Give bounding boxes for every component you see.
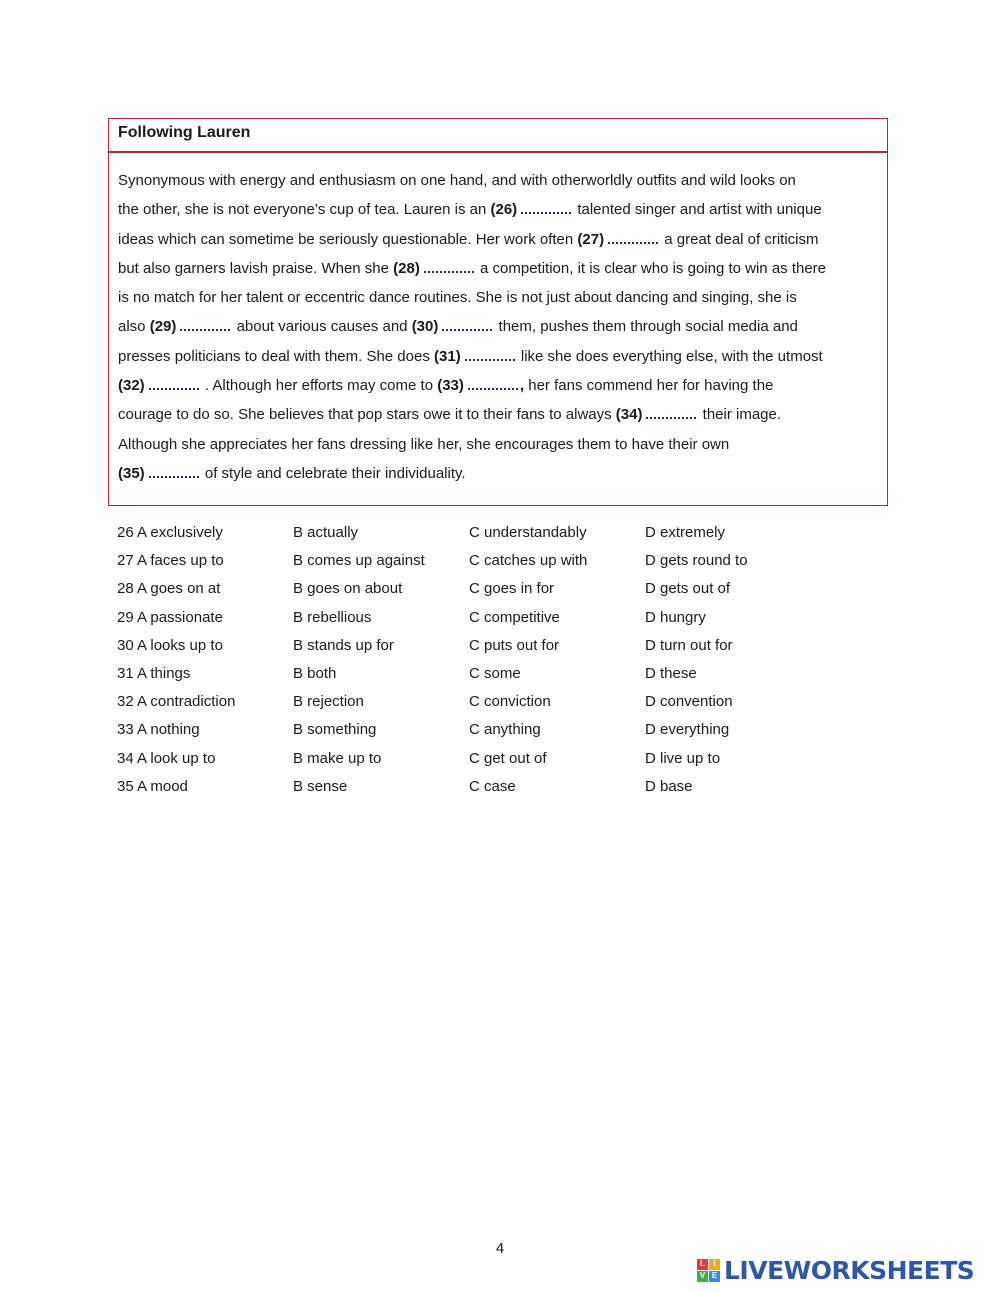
- option-row: [117, 745, 821, 773]
- option: C some: [469, 664, 521, 682]
- option-row: [117, 632, 821, 660]
- logo-block: E: [709, 1271, 720, 1282]
- option: C get out of: [469, 749, 547, 767]
- passage-line: ideas which can sometime be seriously questionable. Her work often (27) a great deal of criticism: [118, 225, 878, 254]
- logo-block: V: [697, 1271, 708, 1282]
- option: 33 A nothing: [117, 721, 200, 739]
- option-row: [117, 519, 821, 547]
- gap-number-26: (26): [490, 201, 518, 219]
- option: D extremely: [645, 524, 726, 541]
- gap-number-29: (29): [149, 318, 177, 336]
- option: B both: [293, 664, 337, 682]
- answer-gap-26[interactable]: [521, 198, 571, 214]
- option: C goes in for: [469, 580, 555, 598]
- option: B goes on about: [293, 580, 403, 598]
- answer-gap-27[interactable]: [608, 228, 658, 244]
- gap-number-27: (27): [577, 230, 605, 248]
- answer-gap-31[interactable]: [465, 345, 515, 361]
- passage-box: [108, 118, 888, 506]
- option: 31 A things: [117, 664, 191, 682]
- option: D hungry: [645, 608, 706, 626]
- gap-number-28: (28): [393, 259, 420, 277]
- option: 28 A goes on at: [117, 580, 221, 598]
- passage-text: [109, 153, 887, 488]
- passage-title: Following Lauren: [109, 119, 887, 153]
- passage-line: courage to do so. She believes that pop stars owe it to their fans to always (34) their image.: [118, 400, 878, 429]
- passage-line: but also garners lavish praise. When she (28) a competition, it is clear who is going to win as there: [118, 254, 878, 283]
- passage-line: (35) of style and celebrate their individuality.: [118, 459, 878, 488]
- option-row: [117, 716, 821, 744]
- gap-number-34: (34): [615, 406, 643, 424]
- passage-line: Although she appreciates her fans dressing like her, she encourages them to have their own: [118, 435, 730, 453]
- option: D convention: [645, 693, 733, 711]
- option: B stands up for: [293, 636, 394, 654]
- option: D everything: [645, 721, 730, 739]
- logo-block: I: [709, 1259, 720, 1270]
- gap-number-31: (31): [434, 347, 461, 365]
- answer-gap-35[interactable]: [149, 462, 199, 478]
- gap-number-33: (33): [437, 377, 464, 395]
- gap-number-35: (35): [118, 464, 145, 482]
- option: B comes up against: [293, 552, 425, 570]
- logo-blocks-icon: [697, 1259, 720, 1282]
- option: D gets out of: [645, 580, 731, 598]
- option: C conviction: [469, 693, 551, 711]
- logo-block: L: [697, 1259, 708, 1270]
- option: B actually: [293, 524, 359, 541]
- passage-line: Synonymous with energy and enthusiasm on one hand, and with otherworldly outfits and wild looks on: [118, 172, 796, 189]
- brand-name: LIVEWORKSHEETS: [724, 1255, 975, 1285]
- option: D turn out for: [645, 636, 733, 654]
- gap-number-32: (32): [118, 377, 145, 395]
- option: C catches up with: [469, 552, 588, 570]
- answer-options: [117, 519, 821, 801]
- liveworksheets-logo: [697, 1255, 974, 1285]
- option-row: [117, 604, 821, 632]
- option: C puts out for: [469, 636, 560, 654]
- option-row: [117, 547, 821, 575]
- answer-gap-34[interactable]: [646, 403, 696, 419]
- option: C understandably: [469, 524, 587, 541]
- answer-gap-33[interactable]: [468, 374, 518, 390]
- passage-line: (32) . Although her efforts may come to (33) , her fans commend her for having the: [118, 371, 878, 400]
- option: C case: [469, 777, 516, 795]
- option: 30 A looks up to: [117, 636, 223, 654]
- option: B sense: [293, 777, 348, 795]
- passage-line: presses politicians to deal with them. She does (31) like she does everything else, with the utmost: [118, 342, 878, 371]
- option: B something: [293, 721, 377, 739]
- option-row: [117, 660, 821, 688]
- page-number: 4: [495, 1240, 505, 1257]
- option: B make up to: [293, 749, 382, 767]
- answer-gap-30[interactable]: [442, 315, 492, 331]
- option: 29 A passionate: [117, 608, 223, 626]
- option: D base: [645, 777, 693, 795]
- option: 27 A faces up to: [117, 552, 224, 570]
- option: D these: [645, 664, 697, 682]
- option: 34 A look up to: [117, 749, 216, 767]
- option: B rebellious: [293, 608, 372, 626]
- option: 32 A contradiction: [117, 693, 236, 711]
- passage-line: also (29) about various causes and (30) them, pushes them through social media and: [118, 312, 878, 341]
- option: D live up to: [645, 749, 721, 767]
- gap-number-30: (30): [411, 318, 439, 336]
- answer-gap-32[interactable]: [149, 374, 199, 390]
- option-row: [117, 773, 821, 801]
- option-row: [117, 688, 821, 716]
- option: C anything: [469, 721, 541, 739]
- option: 26 A exclusively: [117, 524, 223, 541]
- passage-line: the other, she is not everyone’s cup of tea. Lauren is an (26) talented singer and artist with unique: [118, 195, 878, 224]
- option: C competitive: [469, 608, 560, 626]
- option: D gets round to: [645, 552, 748, 570]
- answer-gap-29[interactable]: [180, 315, 230, 331]
- option: 35 A mood: [117, 777, 188, 795]
- passage-line: is no match for her talent or eccentric dance routines. She is not just about dancing and singing, she is: [118, 289, 797, 307]
- answer-gap-28[interactable]: [424, 257, 474, 273]
- option: B rejection: [293, 693, 364, 711]
- option-row: [117, 575, 821, 603]
